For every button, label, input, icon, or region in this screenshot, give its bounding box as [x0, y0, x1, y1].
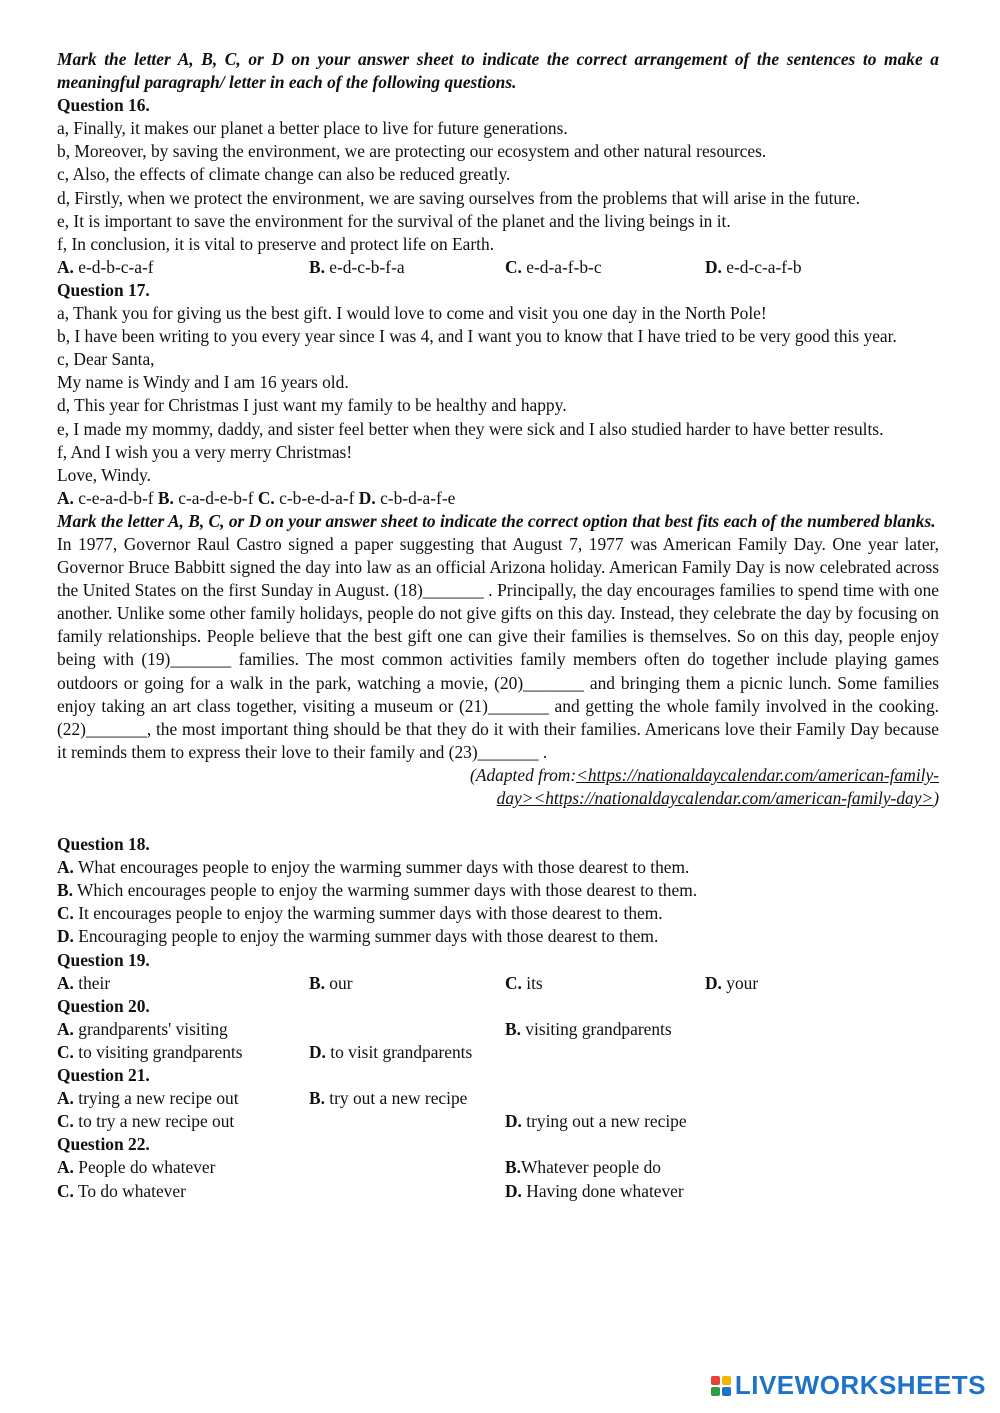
- q17-options: [57, 487, 939, 510]
- q16-option-a[interactable]: A. e-d-b-c-a-f: [57, 256, 154, 277]
- q21-option-d[interactable]: D. trying out a new recipe: [505, 1111, 687, 1132]
- q21-option-b[interactable]: B. try out a new recipe: [309, 1088, 468, 1109]
- question-20-title: Question 20.: [57, 995, 150, 1016]
- q22-option-a[interactable]: A. People do whatever: [57, 1157, 216, 1178]
- q17-option-a[interactable]: A. c-e-a-d-b-f: [57, 487, 158, 508]
- q21-options-row-1: [57, 1087, 939, 1110]
- reading-passage: In 1977, Governor Raul Castro signed a paper suggesting that August 7, 1977 was American Family Day. One year later, Governor Bruce Babbitt signed the day into law as an official Arizona holiday. American Family Day is now celebrated across the United States on the first Sunday in August. (18)_______ . Principally, the day encourages families to spend time with one another. Unlike some other family holidays, people do not give gifts on this day. Instead, they celebrate the day by focusing on family relationships. People believe that the best gift one can give their families is themselves. So on this day, people enjoy being with (19)_______ families. The most common activities family members often do together include playing games outdoors or going for a walk in the park, watching a movie, (20)_______ and bringing them a picnic lunch. Some families enjoy taking an art class together, visiting a museum or (21)_______ and getting the whole family involved in the cooking. (22)_______, the most important thing should be that they do it with their families. Americans love their Family Day because it reminds them to express their love to their family and (23)_______ .: [57, 533, 939, 762]
- q17-option-d[interactable]: D. c-b-d-a-f-e: [358, 487, 456, 508]
- q20-options-row-1: [57, 1018, 939, 1041]
- q18-option-c[interactable]: C. It encourages people to enjoy the warming summer days with those dearest to them.: [57, 903, 663, 924]
- q18-option-b[interactable]: B. Which encourages people to enjoy the warming summer days with those dearest to them.: [57, 880, 698, 901]
- q18-option-d[interactable]: D. Encouraging people to enjoy the warming summer days with those dearest to them.: [57, 926, 659, 947]
- q16-sentence-e: e, It is important to save the environment for the survival of the planet and the living beings in it.: [57, 210, 731, 231]
- q19-options: [57, 972, 939, 995]
- q16-sentence-a: a, Finally, it makes our planet a better place to live for future generations.: [57, 118, 568, 139]
- q16-sentence-b: b, Moreover, by saving the environment, we are protecting our ecosystem and other natural resources.: [57, 141, 767, 162]
- question-16-title: Question 16.: [57, 95, 150, 116]
- question-19-title: Question 19.: [57, 949, 150, 970]
- question-21-title: Question 21.: [57, 1065, 150, 1086]
- q20-options-row-2: [57, 1041, 939, 1064]
- passage-source-cont: day><https://nationaldaycalendar.com/american-family-day>): [496, 788, 939, 808]
- q16-option-d[interactable]: D. e-d-c-a-f-b: [705, 256, 802, 277]
- worksheet-page: [57, 48, 939, 1203]
- question-17-title: Question 17.: [57, 279, 150, 300]
- q20-option-b[interactable]: B. visiting grandparents: [505, 1018, 672, 1039]
- brand-name: LIVEWORKSHEETS: [734, 1370, 986, 1400]
- q16-sentence-f: f, In conclusion, it is vital to preserve and protect life on Earth.: [57, 233, 495, 254]
- q19-option-b[interactable]: B. our: [309, 972, 353, 993]
- q21-option-a[interactable]: A. trying a new recipe out: [57, 1088, 239, 1109]
- source-link-1[interactable]: <https://nationaldaycalendar.com/american-family-: [576, 764, 939, 785]
- q16-sentence-d: d, Firstly, when we protect the environment, we are saving ourselves from the problems that will arise in the future.: [57, 187, 860, 208]
- q16-option-b[interactable]: B. e-d-c-b-f-a: [309, 256, 405, 277]
- q17-sentence-f: f, And I wish you a very merry Christmas!: [57, 441, 353, 462]
- q17-sentence-c-cont: My name is Windy and I am 16 years old.: [57, 372, 349, 393]
- question-18-title: Question 18.: [57, 834, 150, 855]
- q22-options-row-1: [57, 1156, 939, 1179]
- q20-option-d[interactable]: D. to visit grandparents: [309, 1041, 473, 1062]
- passage-source: (Adapted from:<https://nationaldaycalendar.com/american-family-: [470, 764, 939, 785]
- liveworksheets-logo-icon: [711, 1376, 731, 1396]
- q21-option-c[interactable]: C. to try a new recipe out: [57, 1111, 235, 1132]
- instruction-arrangement: Mark the letter A, B, C, or D on your answer sheet to indicate the correct arrangement of the sentences to make a meaningful paragraph/ letter in each of the following questions.: [57, 49, 939, 93]
- q17-option-b[interactable]: B. c-a-d-e-b-f: [157, 487, 258, 508]
- q22-option-c[interactable]: C. To do whatever: [57, 1180, 186, 1201]
- q17-sentence-d: d, This year for Christmas I just want my family to be healthy and happy.: [57, 395, 567, 416]
- q22-option-b[interactable]: B.Whatever people do: [505, 1157, 661, 1178]
- q20-option-a[interactable]: A. grandparents' visiting: [57, 1018, 228, 1039]
- q22-options-row-2: [57, 1180, 939, 1203]
- footer-brand[interactable]: [711, 1370, 986, 1401]
- q22-option-d[interactable]: D. Having done whatever: [505, 1180, 684, 1201]
- source-link-2[interactable]: day><https://nationaldaycalendar.com/american-family-day>: [496, 788, 934, 808]
- q19-option-a[interactable]: A. their: [57, 972, 111, 993]
- q17-sentence-f-cont: Love, Windy.: [57, 464, 151, 485]
- q17-sentence-a: a, Thank you for giving us the best gift. I would love to come and visit you one day in the North Pole!: [57, 303, 767, 324]
- instruction-blanks: Mark the letter A, B, C, or D on your answer sheet to indicate the correct option that best fits each of the numbered blanks.: [57, 510, 936, 531]
- q16-sentence-c: c, Also, the effects of climate change can also be reduced greatly.: [57, 164, 511, 185]
- question-22-title: Question 22.: [57, 1134, 150, 1155]
- q21-options-row-2: [57, 1110, 939, 1133]
- q19-option-d[interactable]: D. your: [705, 972, 759, 993]
- q17-sentence-c: c, Dear Santa,: [57, 349, 155, 370]
- q18-option-a[interactable]: A. What encourages people to enjoy the warming summer days with those dearest to them.: [57, 857, 690, 878]
- q19-option-c[interactable]: C. its: [505, 972, 543, 993]
- q16-option-c[interactable]: C. e-d-a-f-b-c: [505, 256, 602, 277]
- q17-option-c[interactable]: C. c-b-e-d-a-f: [257, 487, 359, 508]
- q17-sentence-b: b, I have been writing to you every year since I was 4, and I want you to know that I have tried to be very good this year.: [57, 326, 897, 347]
- q16-options: [57, 256, 939, 279]
- q17-sentence-e: e, I made my mommy, daddy, and sister feel better when they were sick and I also studied harder to have better results.: [57, 418, 884, 439]
- q20-option-c[interactable]: C. to visiting grandparents: [57, 1041, 243, 1062]
